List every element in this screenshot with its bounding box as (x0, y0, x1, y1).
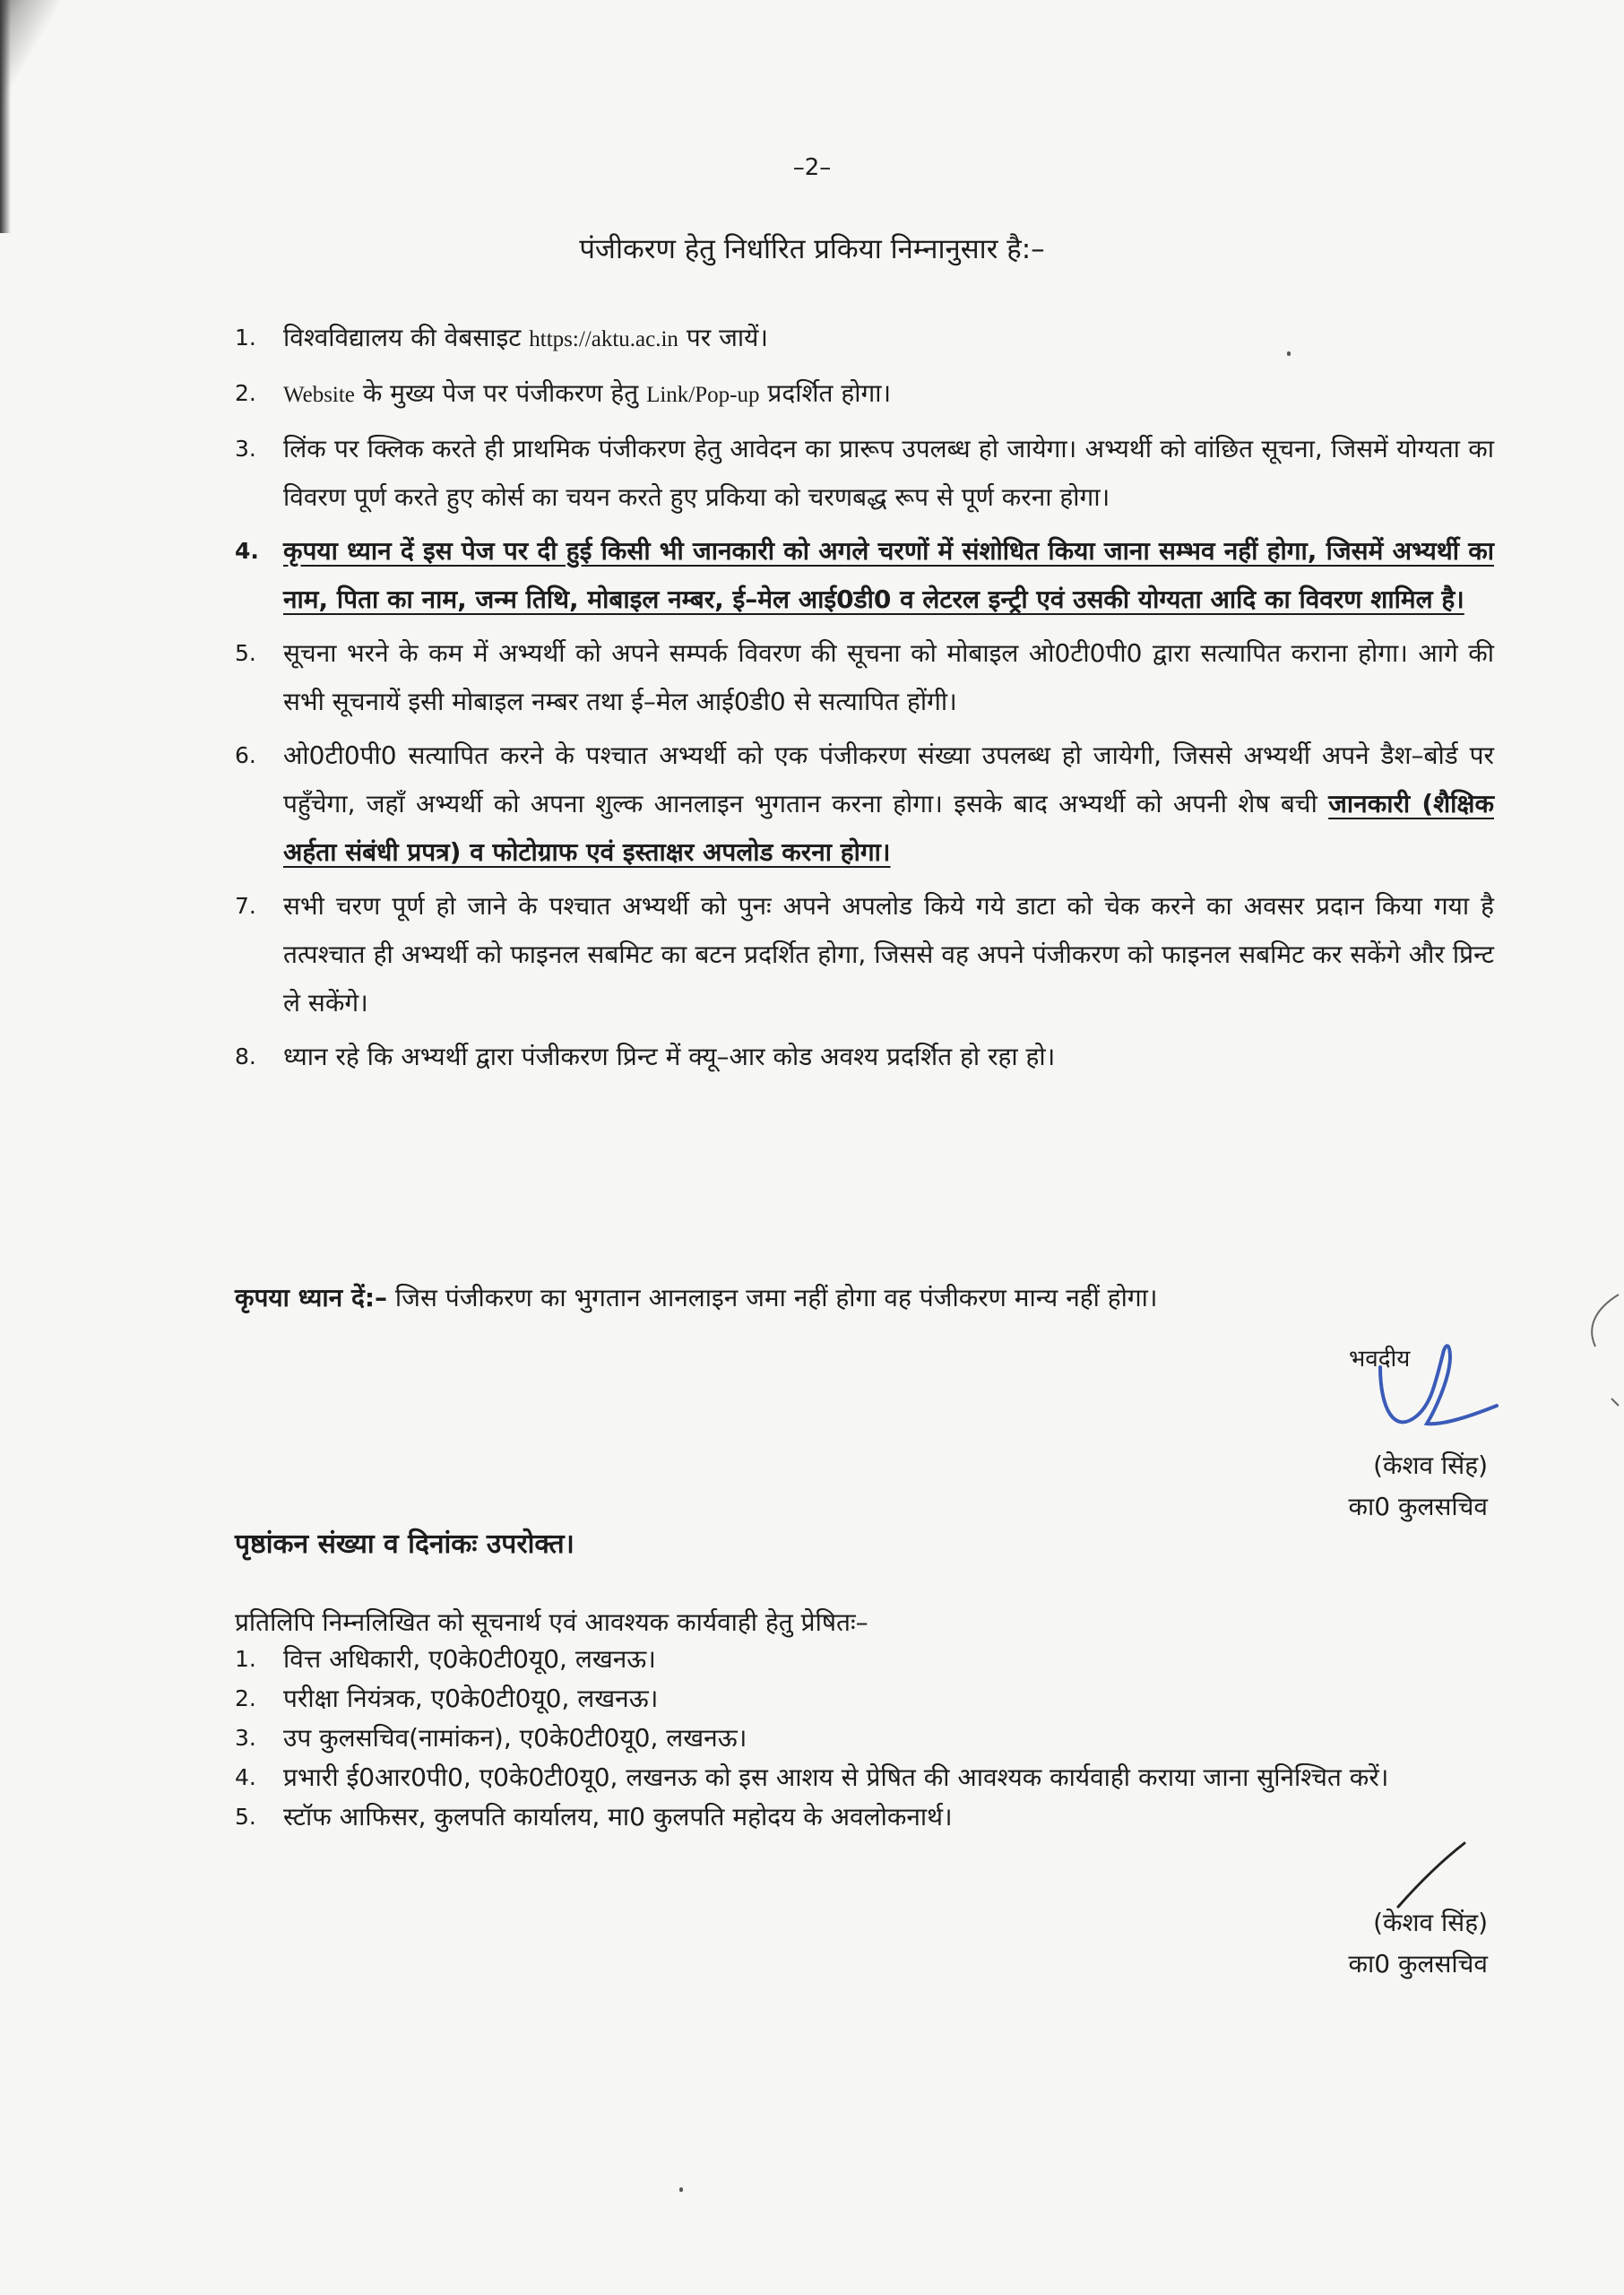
step-number: 4. (235, 538, 259, 564)
step-number: 2. (235, 380, 256, 406)
important-notice-text: कृपया ध्यान दें इस पेज पर दी हुई किसी भी जानकारी को अगले चरणों में संशोधित किया जाना सम्भव नहीं होगा, जिसमें अभ्यर्थी का नाम, पिता का नाम, जन्म तिथि, मोबाइल नम्बर, ई–मेल आई0डी0 व लेटरल इन्ट्री एवं उसकी योग्यता आदि का विवरण शामिल है। (283, 536, 1494, 614)
list-item (235, 527, 1494, 624)
item-number: 1. (235, 1646, 256, 1672)
step-text: ओ0टी0पी0 सत्यापित करने के पश्चात अभ्यर्थी को एक पंजीकरण संख्या उपलब्ध हो जायेगी, जिससे अभ्यर्थी अपने डैश–बोर्ड पर पहुँचेगा, जहाँ अभ्यर्थी को अपना शुल्क आनलाइन भुगतान करना होगा। इसके बाद अभ्यर्थी को अपनी शेष बची (283, 740, 1494, 818)
step-number: 6. (235, 742, 256, 768)
list-item (235, 629, 1494, 726)
step-text: प्रदर्शित होगा। (759, 378, 892, 408)
signatory-name: (केशव सिंह) (1373, 1908, 1488, 1937)
greeting: भवदीय (1349, 1346, 1411, 1373)
university-website-link[interactable]: https://aktu.ac.in (529, 327, 678, 351)
signatory-block (1273, 1902, 1488, 1985)
recipient-text: उप कुलसचिव(नामांकन), ए0के0टी0यू0, लखनऊ। (283, 1723, 747, 1753)
copy-recipients-list (235, 1641, 1494, 1838)
list-item (235, 882, 1494, 1027)
handwritten-signature-icon (1344, 1318, 1506, 1452)
page-edge-shadow (0, 0, 11, 233)
paper-speck (1287, 351, 1291, 356)
list-item (235, 1719, 1494, 1757)
step-text: Link/Pop-up (646, 383, 760, 407)
recipient-text: स्टॉफ आफिसर, कुलपति कार्यालय, मा0 कुलपति महोदय के अवलोकनार्थ। (283, 1802, 953, 1832)
step-number: 7. (235, 893, 256, 919)
copy-intro: प्रतिलिपि निम्नलिखित को सूचनार्थ एवं आवश्यक कार्यवाही हेतु प्रेषितः– (235, 1607, 868, 1637)
list-item (235, 1033, 1494, 1081)
step-text: सभी चरण पूर्ण हो जाने के पश्चात अभ्यर्थी को पुनः अपने अपलोड किये गये डाटा को चेक करने का अवसर प्रदान किया गया है तत्पश्चात ही अभ्यर्थी को फाइनल सबमिट का बटन प्रदर्शित होगा, जिससे वह अपने पंजीकरण को फाइनल सबमिट कर सकेंगे और प्रिन्ट ले सकेंगे। (283, 891, 1494, 1018)
list-item (235, 425, 1494, 522)
paper-speck (679, 2187, 683, 2192)
registration-steps-list (235, 314, 1494, 1087)
list-item (235, 1759, 1494, 1797)
note-label: कृपया ध्यान दें:– (235, 1283, 388, 1312)
item-number: 2. (235, 1685, 256, 1711)
page-number: –2– (792, 154, 832, 181)
upload-instruction-text: जानकारी (शैक्षिक अर्हता संबंधी प्रपत्र) व फोटोग्राफ एवं इस्ताक्षर अपलोड करना होगा। (283, 789, 1494, 867)
step-text: ध्यान रहे कि अभ्यर्थी द्वारा पंजीकरण प्रिन्ट में क्यू–आर कोड अवश्य प्रदर्शित हो रहा हो। (283, 1042, 1056, 1071)
note-text: जिस पंजीकरण का भुगतान आनलाइन जमा नहीं होगा वह पंजीकरण मान्य नहीं होगा। (387, 1283, 1158, 1312)
step-text: विश्वविद्यालय की वेबसाइट (283, 323, 530, 352)
signatory-block (1273, 1445, 1488, 1528)
margin-pencil-mark-icon (1559, 1291, 1622, 1434)
list-item (235, 369, 1494, 420)
endorsement-line: पृष्ठांकन संख्या व दिनांकः उपरोक्त। (235, 1529, 574, 1560)
recipient-text: परीक्षा नियंत्रक, ए0के0टी0यू0, लखनऊ। (283, 1684, 659, 1713)
step-text: Website (283, 383, 355, 407)
page-heading: पंजीकरण हेतु निर्धारित प्रकिया निम्नानुसार है:– (579, 233, 1045, 265)
signatory-designation: का0 कुलसचिव (1348, 1949, 1488, 1979)
step-text: सूचना भरने के कम में अभ्यर्थी को अपने सम्पर्क विवरण की सूचना को मोबाइल ओ0टी0पी0 द्वारा सत्यापित कराना होगा। आगे की सभी सूचनायें इसी मोबाइल नम्बर तथा ई–मेल आई0डी0 से सत्यापित होंगी। (283, 638, 1494, 716)
recipient-text: वित्त अधिकारी, ए0के0टी0यू0, लखनऊ। (283, 1644, 656, 1674)
item-number: 3. (235, 1725, 256, 1751)
signatory-designation: का0 कुलसचिव (1348, 1492, 1488, 1521)
item-number: 4. (235, 1764, 256, 1790)
initials-stroke-icon (1391, 1840, 1472, 1911)
list-item (235, 1798, 1494, 1836)
step-number: 8. (235, 1044, 256, 1070)
step-number: 5. (235, 640, 256, 666)
step-text: के मुख्य पेज पर पंजीकरण हेतु (354, 378, 647, 408)
list-item (235, 1641, 1494, 1678)
paper-fold-shadow (0, 0, 152, 233)
payment-note (235, 1280, 1494, 1316)
list-item (235, 314, 1494, 364)
item-number: 5. (235, 1804, 256, 1830)
recipient-text: प्रभारी ई0आर0पी0, ए0के0टी0यू0, लखनऊ को इस आशय से प्रेषित की आवश्यक कार्यवाही कराया जाना सुनिश्चित करें। (283, 1762, 1389, 1792)
step-text: पर जायें। (678, 323, 768, 352)
step-number: 3. (235, 436, 256, 462)
signatory-name: (केशव सिंह) (1373, 1451, 1488, 1480)
list-item (235, 732, 1494, 877)
list-item (235, 1680, 1494, 1718)
step-number: 1. (235, 325, 256, 351)
step-text: लिंक पर क्लिक करते ही प्राथमिक पंजीकरण हेतु आवेदन का प्रारूप उपलब्ध हो जायेगा। अभ्यर्थी को वांछित सूचना, जिसमें योग्यता का विवरण पूर्ण करते हुए कोर्स का चयन करते हुए प्रकिया को चरणबद्ध रूप से पूर्ण करना होगा। (283, 434, 1494, 512)
